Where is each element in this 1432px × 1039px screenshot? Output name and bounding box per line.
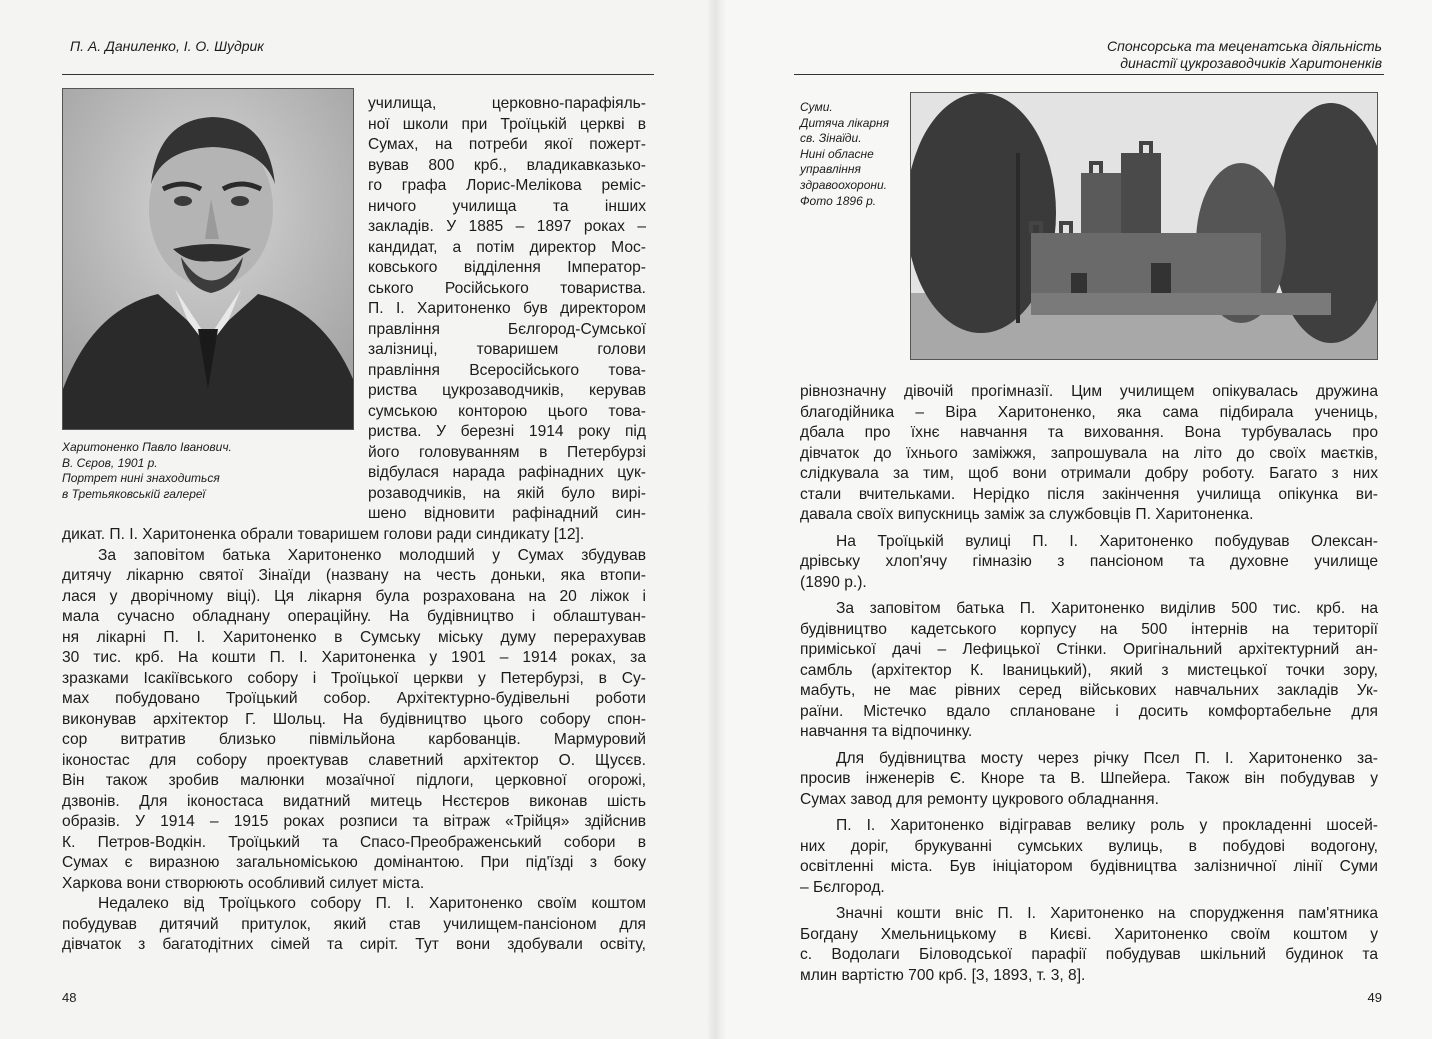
text-line: правління Бєлгород-Сумської — [368, 320, 646, 338]
text-line: дрівську хлоп'ячу гімназію з пансіоном та духовне училище — [800, 553, 1378, 570]
portrait-caption-line: Харитоненко Павло Іванович. — [62, 440, 232, 454]
text-line: самбль (архітектор К. Іваницький), який з мистецької точки зору, — [800, 661, 1378, 679]
hospital-caption-line: управління — [800, 162, 861, 177]
text-line: вував 800 крб., владикавказько- — [368, 156, 646, 174]
text-line: ня лікарні П. І. Харитоненко в Сумську міську думу перерахував — [62, 628, 646, 646]
text-line: дбала про їхнє навчання та виховання. Вона турбувалась про — [800, 424, 1378, 441]
text-line: П. І. Харитоненко відігравав велику роль у прокладенні шосей- — [836, 817, 1378, 834]
text-line: Сумах, на потреби якої пожерт- — [368, 136, 646, 153]
text-line: будівництво кадетського корпусу на 500 інтернів на території — [800, 620, 1378, 638]
hospital-caption-line: Суми. — [800, 100, 833, 114]
text-line: ського Російського товариства. — [368, 279, 646, 297]
text-line: За заповітом батька Харитоненко молодший у Сумах збудував — [98, 546, 646, 564]
text-line: раїни. Містечко вдало сплановане і досить комфортабельне для — [800, 702, 1378, 720]
text-line: слідкувала за тим, щоб вони отримали добру роботу. Багато з них — [800, 465, 1378, 482]
text-line: кандидат, а потім директор Мос- — [368, 238, 646, 256]
text-line: закладів. У 1885 – 1897 роках – — [368, 218, 646, 235]
text-line: іконостас для собору проектував славетний архітектор О. Щусєв. — [62, 751, 646, 769]
text-line: залізниці, товаришем голови — [368, 341, 646, 358]
text-line: мах побудовано Троїцький собор. Архітектурно-будівельні роботи — [62, 690, 646, 707]
text-line: дзвонів. Для іконостаса видатний митець Нєстєров виконав шість — [62, 792, 646, 810]
right-header-rule — [794, 74, 1384, 75]
text-line: За заповітом батька П. Харитоненко виділив 500 тис. крб. на — [836, 600, 1378, 617]
text-line: благодійника – Віра Харитоненко, яка сама підбирала учениць, — [800, 403, 1378, 421]
hospital-caption-line: здравоохорони. — [800, 177, 888, 192]
portrait-photo — [62, 88, 354, 430]
text-line: Богдану Хмельницькому в Києві. Харитоненко своїм коштом у — [800, 925, 1378, 943]
text-line: сор витратив близько півмільйона карбованців. Мармуровий — [62, 731, 646, 748]
right-header-line-1: Спонсорська та меценатська діяльність — [1107, 38, 1382, 54]
text-line: риства цукрозаводчиків, керував — [368, 382, 646, 399]
text-line: П. І. Харитоненко був директором — [368, 300, 646, 317]
text-line: відбулася нарада рафінадних цук- — [368, 464, 646, 481]
text-line: Значні кошти вніс П. І. Харитоненко на спорудження пам'ятника — [836, 905, 1378, 922]
text-line: мабуть, не має рівних серед військових навчальних закладів Ук- — [800, 682, 1378, 699]
text-line: навчання та відпочинку. — [800, 723, 973, 740]
portrait-illustration — [63, 89, 353, 429]
hospital-caption-line: Дитяча лікарня — [800, 115, 890, 130]
text-line: лася у дворічному віці). Ця лікарня була розрахована на 20 ліжок і — [62, 587, 646, 605]
text-line: зразками Ісакіївського собору і Троїцької церкви у Петербурзі, в Су- — [62, 669, 646, 687]
book-gutter — [706, 0, 726, 1039]
text-line: Харкова вони створюють особливий силует міста. — [62, 874, 425, 892]
text-line: сумською конторою цього това- — [368, 402, 646, 420]
text-line: них доріг, брукуванні сумських вулиць, в побудові водогону, — [800, 837, 1378, 855]
text-line: просив інженерів Є. Кноре та В. Шпейера. Також він побудував у — [800, 770, 1378, 787]
hospital-photo — [910, 92, 1378, 360]
left-header-rule — [62, 74, 654, 75]
right-body-text — [800, 382, 1378, 986]
text-line: Сумах є виразною загальноміською домінантою. При під'їзді з боку — [62, 854, 646, 871]
text-line: освітленні міста. Був ініціатором будівництва залізничної лінії Суми — [800, 858, 1378, 875]
left-page-number: 48 — [62, 990, 77, 1005]
text-line: училища, церковно-парафіяль- — [368, 95, 646, 112]
text-line: дитячу лікарню святої Зінаїди (названу на честь доньки, яка втопи- — [62, 567, 646, 584]
text-line: приміської дачі – Лефицької Стінки. Оригінальний архітектурний ан- — [800, 641, 1378, 658]
text-line: мала сучасно обладнану операційну. На будівництво і облаштуван- — [62, 608, 646, 625]
hospital-caption — [800, 100, 889, 209]
text-line: К. Петров-Водкін. Троїцький та Спасо-Преображенський собори в — [62, 833, 646, 851]
text-line: Він також зробив малюнки мозаїчної підлоги, церковної огорожі, — [62, 772, 646, 789]
portrait-caption-line: В. Сєров, 1901 р. — [62, 455, 158, 470]
left-body-text — [62, 525, 646, 956]
text-line: давала своїх випускниць заміж за службовців П. Харитоненка. — [800, 506, 1254, 523]
text-line: розаводчиків, на якій було вирі- — [368, 484, 646, 502]
left-running-header: П. А. Даниленко, І. О. Шудрик — [70, 38, 264, 54]
text-line: риства. У березні 1914 року під — [368, 423, 646, 440]
text-line: його головуванням в Петербурзі — [368, 443, 646, 461]
portrait-caption — [62, 440, 232, 502]
text-line: рівнозначну дівочій прогімназії. Цим училищем опікувалась дружина — [800, 383, 1378, 400]
text-line: стали вчительками. Нерідко після закінчення училища опікунка ви- — [800, 485, 1378, 503]
right-header-line-2: династії цукрозаводчиків Харитоненків — [1120, 55, 1382, 71]
text-line: Недалеко від Троїцького собору П. І. Харитоненко своїм коштом — [98, 895, 646, 912]
left-column-text — [368, 94, 646, 525]
text-line: го графа Лорис-Мелікова реміс- — [368, 177, 646, 194]
text-line: образів. У 1914 – 1915 роках розписи та вітраж «Трійця» здійснив — [62, 813, 646, 830]
text-line: дівчаток з багатодітних сімей та сиріт. Тут вони здобували освіту, — [62, 936, 646, 953]
text-line: правління Всеросійського това- — [368, 361, 646, 379]
right-page-number: 49 — [1367, 990, 1382, 1005]
text-line: Для будівництва мосту через річку Псел П. І. Харитоненко за- — [836, 749, 1378, 767]
text-line: – Бєлгород. — [800, 878, 885, 896]
text-line: виконував архітектор Г. Шольц. На будівництво цього собору спон- — [62, 710, 646, 728]
right-running-header — [1107, 38, 1382, 72]
text-line: побудував дитячий притулок, який став училищем-пансіоном для — [62, 915, 646, 933]
text-line: ничого училища та інших — [368, 197, 646, 215]
portrait-caption-line: Портрет нині знаходиться — [62, 471, 220, 486]
text-line: шено відновити рафінадний син- — [368, 505, 646, 522]
text-line: 30 тис. крб. На кошти П. І. Харитоненка у 1901 – 1914 роках, за — [62, 649, 646, 666]
text-line: ковського відділення Імператор- — [368, 259, 646, 276]
text-line: На Троїцькій вулиці П. І. Харитоненко побудував Олексан- — [836, 532, 1378, 550]
text-line: (1890 р.). — [800, 573, 867, 591]
portrait-caption-line: в Третьяковській галереї — [62, 486, 206, 501]
text-line: ної школи при Троїцькій церкві в — [368, 115, 646, 133]
hospital-caption-line: Нині обласне — [800, 146, 874, 161]
hospital-caption-line: Фото 1896 р. — [800, 193, 877, 208]
text-line: млин вартістю 700 крб. [3, 1893, т. 3, 8]. — [800, 966, 1086, 984]
hospital-caption-line: св. Зінаїди. — [800, 131, 862, 146]
text-line: с. Водолаги Біловодської парафії побудував шкільний будинок та — [800, 946, 1378, 963]
hospital-illustration — [911, 93, 1377, 359]
text-line: дівчаток до їхнього заміжжя, запрошувала на літо до своїх маєтків, — [800, 444, 1378, 462]
text-line: дикат. П. І. Харитоненка обрали товаришем голови ради синдикату [12]. — [62, 526, 585, 543]
text-line: Сумах завод для ремонту цукрового обладнання. — [800, 790, 1159, 808]
